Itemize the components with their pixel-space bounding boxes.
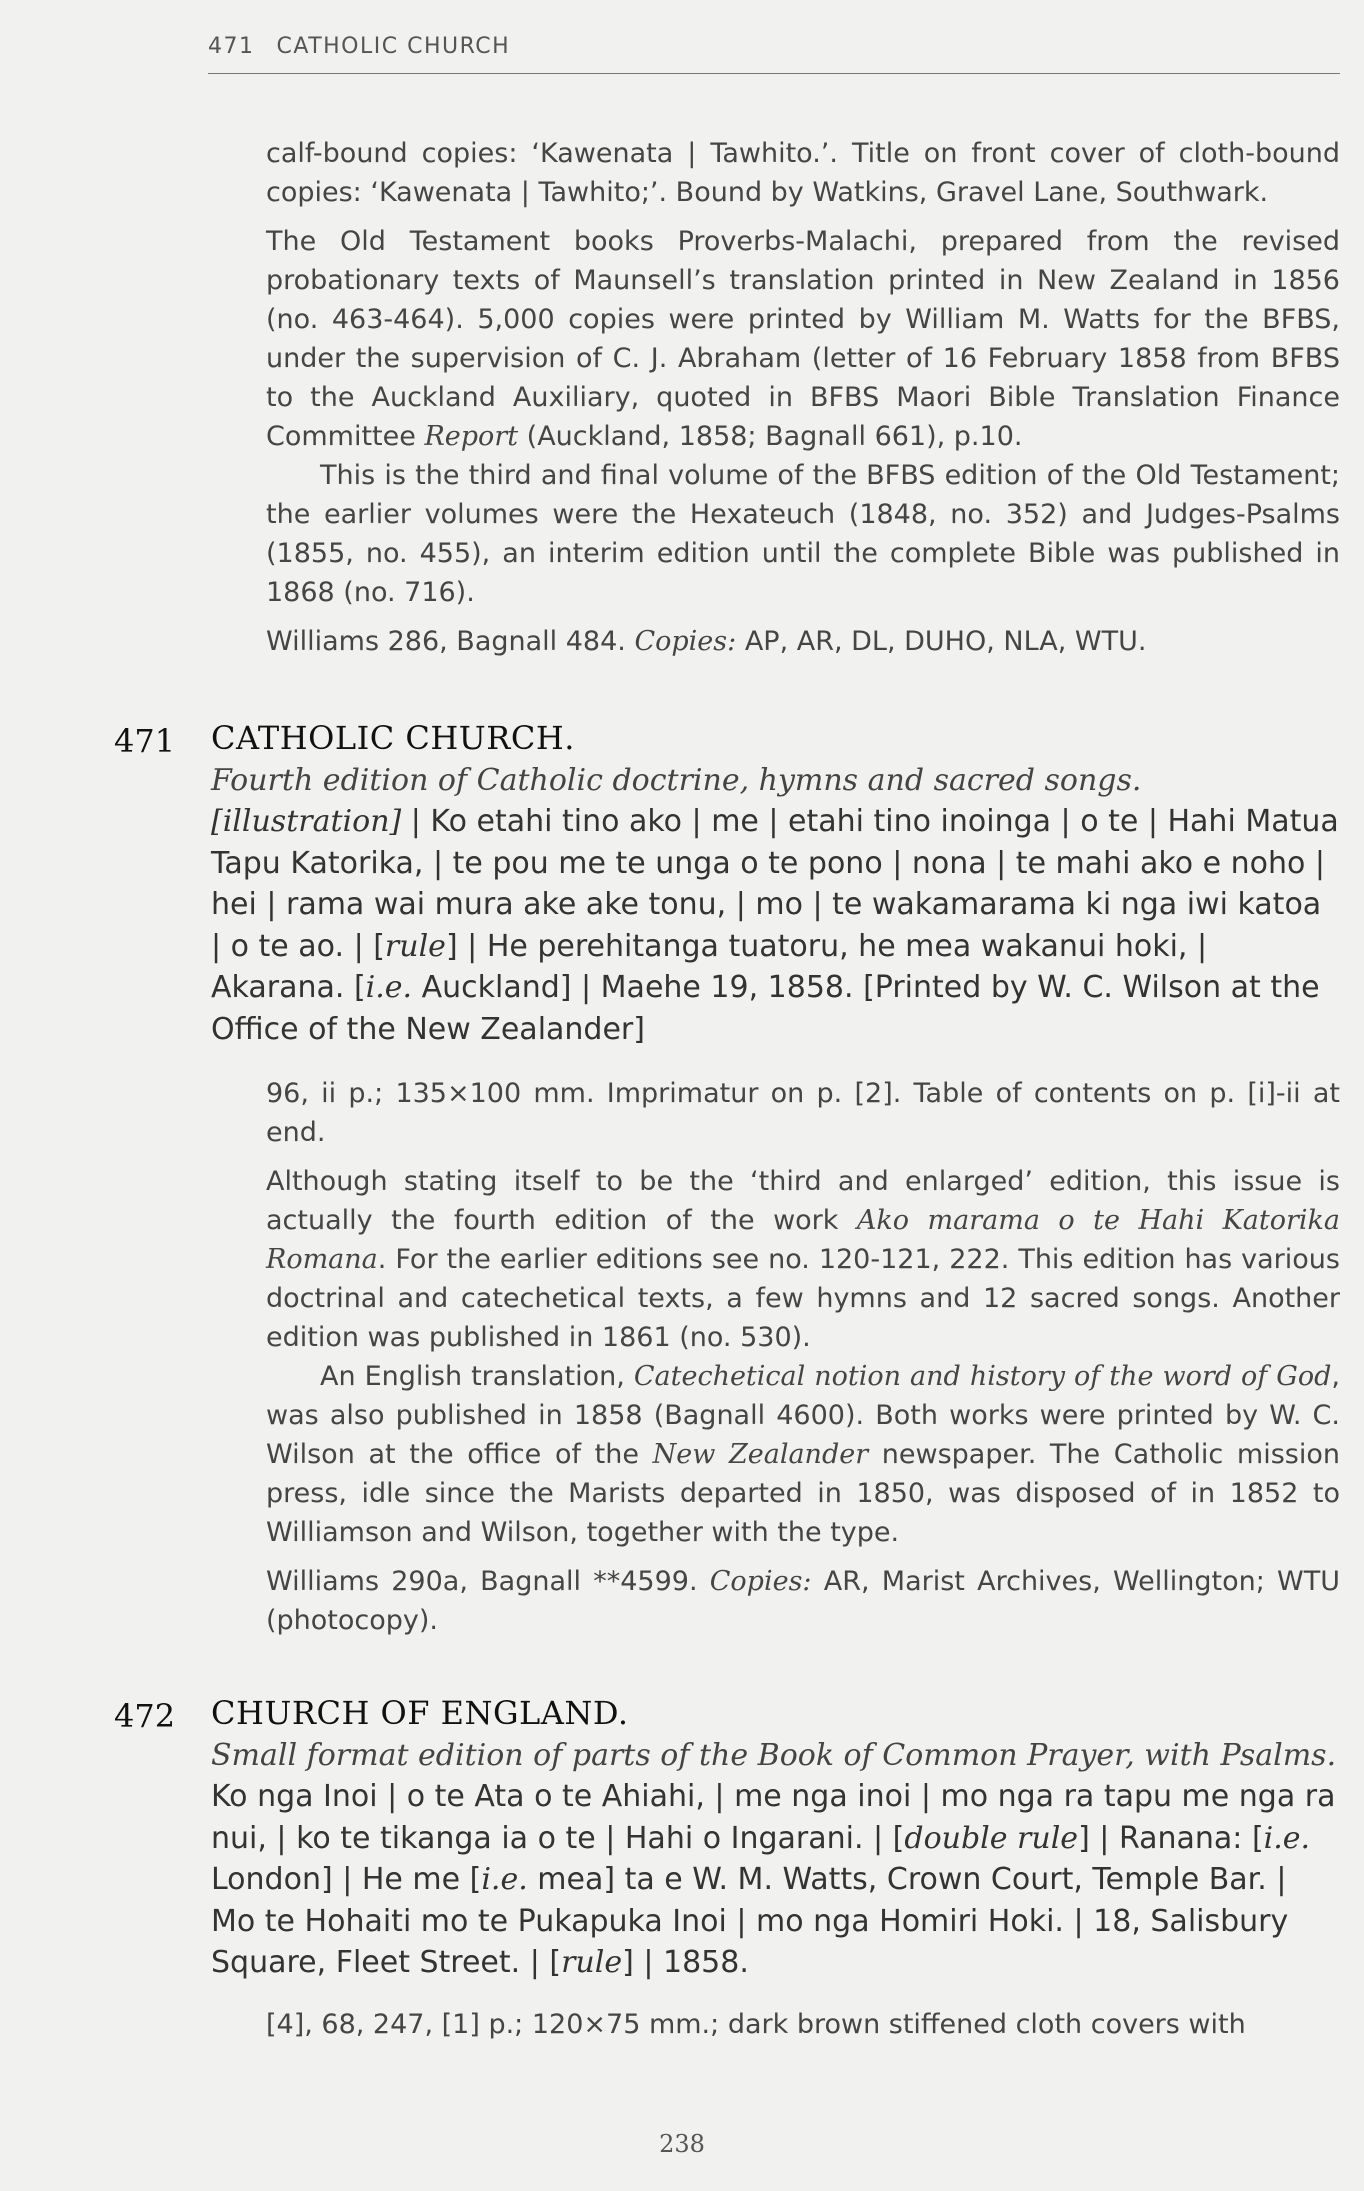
entry-heading: CHURCH OF ENGLAND.: [211, 1694, 629, 1732]
entry-number-471: 471: [114, 722, 176, 760]
entry-471: [211, 718, 1339, 1050]
references-note: Williams 286, Bagnall 484. Copies: AP, AR, DL, DUHO, NLA, WTU.: [266, 626, 1147, 657]
transcription: Ko nga Inoi | o te Ata o te Ahiahi, | me nga inoi | mo nga ra tapu me nga ra nui, | ko te tikanga ia o te | Hahi o Ingarani. | [double rule] | Ranana: [i.e. London] | He me [i.e. mea] ta e W. M. Watts, Crown Court, Temple Bar. | Mo te Hohaiti mo te Pukapuka Inoi | mo nga Homiri Hoki. | 18, Salisbury Square, Fleet Street. | [rule] | 1858.: [211, 1779, 1336, 1980]
entry-472-notes: [266, 2005, 1340, 2054]
running-head: [208, 34, 1340, 74]
entry-number-472: 472: [114, 1697, 176, 1735]
entry-heading: CATHOLIC CHURCH.: [211, 719, 575, 757]
edition-note: Although stating itself to be the ‘third and enlarged’ edition, this issue is actually the fourth edition of the work Ako marama o te Hahi Katorika Romana. For the earlier editions see no. 120-121, 222. This edition has various doctrinal and catechetical texts, a few hymns and 12 sacred songs. Another edition was published in 1861 (no. 530).: [266, 1166, 1340, 1353]
transcription: [illustration] | Ko etahi tino ako | me | etahi tino inoinga | o te | Hahi Matua Tapu Katorika, | te pou me te unga o te pono | nona | te mahi ako e noho | hei | rama wai mura ake ake tonu, | mo | te wakamarama ki nga iwi katoa | o te ao. | [rule] | He perehitanga tuatoru, he mea wakanui hoki, | Akarana. [i.e. Auckland] | Maehe 19, 1858. [Printed by W. C. Wilson at the Office of the New Zealander]: [211, 804, 1339, 1047]
entry-470-notes: [266, 134, 1340, 671]
page-number: 238: [659, 2130, 705, 2158]
binding-note: calf-bound copies: ‘Kawenata | Tawhito.’. Title on front cover of cloth-bound copies: ‘Kawenata | Tawhito;’. Bound by Watkins, Gravel Lane, Southwark.: [266, 138, 1340, 208]
collation-note: 96, ii p.; 135×100 mm. Imprimatur on p. [2]. Table of contents on p. [i]-ii at end.: [266, 1078, 1340, 1148]
references-note: Williams 290a, Bagnall **4599. Copies: AR, Marist Archives, Wellington; WTU (photocopy).: [266, 1566, 1340, 1636]
running-head-number: 471: [208, 34, 255, 59]
collation-note: [4], 68, 247, [1] p.; 120×75 mm.; dark brown stiffened cloth covers with: [266, 2009, 1246, 2040]
entry-subtitle: Small format edition of parts of the Book of Common Prayer, with Psalms.: [211, 1737, 1337, 1773]
description-note: The Old Testament books Proverbs-Malachi, prepared from the revised probationary texts of Maunsell’s translation printed in New Zealand in 1856 (no. 463-464). 5,000 copies were printed by William M. Watts for the BFBS, under the supervision of C. J. Abraham (letter of 16 February 1858 from BFBS to the Auckland Auxiliary, quoted in BFBS Maori Bible Translation Finance Committee Report (Auckland, 1858; Bagnall 661), p.10.: [266, 226, 1340, 452]
entry-472: [211, 1693, 1339, 1984]
running-head-title: CATHOLIC CHURCH: [276, 34, 511, 59]
entry-471-notes: [266, 1074, 1340, 1650]
entry-subtitle: Fourth edition of Catholic doctrine, hymns and sacred songs.: [211, 762, 1142, 798]
translation-note: An English translation, Catechetical notion and history of the word of God, was also published in 1858 (Bagnall 4600). Both works were printed by W. C. Wilson at the office of the New Zealander newspaper. The Catholic mission press, idle since the Marists departed in 1850, was disposed of in 1852 to Williamson and Wilson, together with the type.: [266, 1361, 1340, 1548]
volume-note: This is the third and final volume of the BFBS edition of the Old Testament; the earlier volumes were the Hexateuch (1848, no. 352) and Judges-Psalms (1855, no. 455), an interim edition until the complete Bible was published in 1868 (no. 716).: [266, 460, 1340, 608]
